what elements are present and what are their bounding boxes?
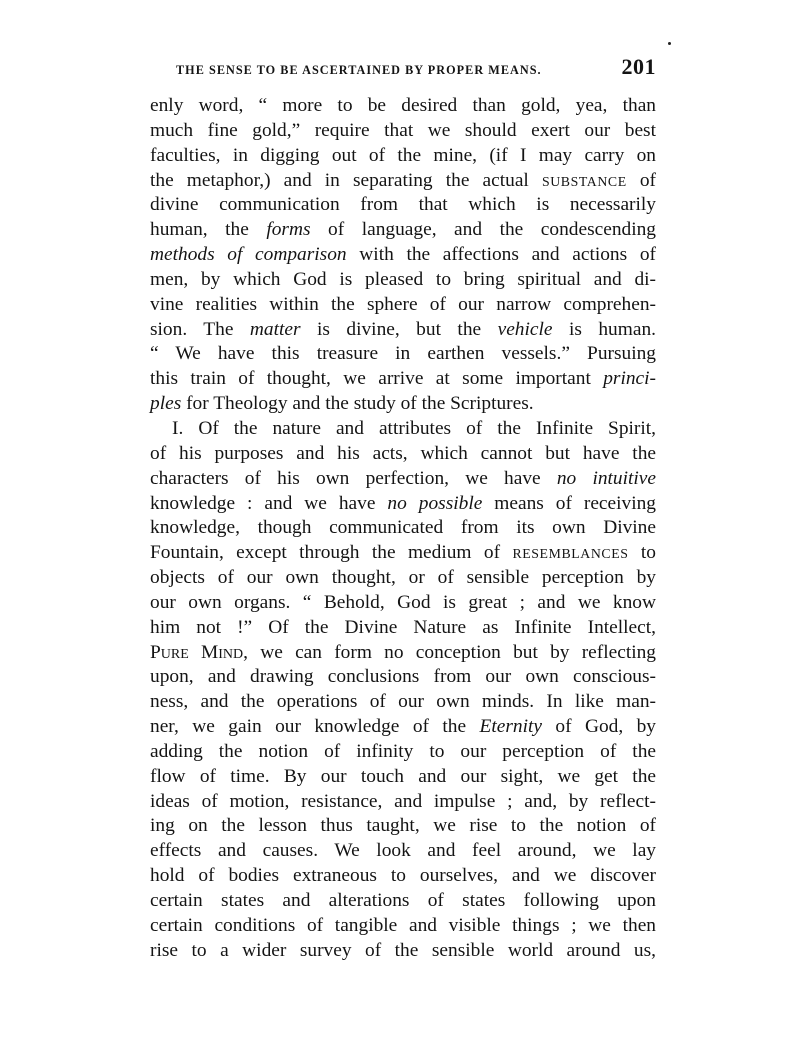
text-line: [150, 268, 656, 293]
text-run: certain states and alterations of states following upon: [150, 890, 656, 911]
text-run: upon, and drawing conclusions from our own conscious-: [150, 666, 656, 688]
small-caps-text: Pure Mind: [150, 641, 244, 663]
text-line: [150, 616, 656, 641]
text-run: for Theology and the study of the Scriptures.: [181, 393, 534, 415]
text-run: with the affections and actions of: [346, 244, 656, 266]
text-line: [150, 864, 656, 889]
text-run: of his purposes and his acts, which cannot but have the: [150, 442, 656, 464]
text-run: adding the notion of infinity to our perception of the: [150, 740, 656, 762]
text-run: ideas of motion, resistance, and impulse ; and, by reflect-: [150, 790, 656, 812]
text-line: [150, 367, 656, 392]
text-line: [150, 392, 656, 417]
text-line: [150, 193, 656, 218]
italic-text: methods of comparison: [150, 244, 347, 266]
text-line: [150, 839, 656, 864]
running-head: [176, 54, 656, 84]
text-run: faculties, in digging out of the mine, (if I may carry on: [150, 144, 656, 166]
italic-text: vehicle: [497, 318, 553, 340]
text-run: sion. The: [150, 318, 250, 340]
text-line: [150, 342, 656, 367]
text-run: certain conditions of tangible and visible things ; we then: [150, 914, 656, 936]
text-run: enly word, “ more to be desired than gold, yea, than: [150, 95, 656, 116]
text-line: [150, 243, 656, 268]
text-run: of God, by: [541, 716, 656, 738]
text-run: means of receiving: [482, 492, 656, 514]
text-line: [150, 492, 656, 517]
text-line: [150, 318, 656, 343]
text-run: rise to a wider survey of the sensible world around us,: [150, 939, 656, 961]
text-line: [150, 715, 656, 740]
text-line: [150, 790, 656, 815]
text-run: effects and causes. We look and feel around, we lay: [150, 840, 656, 862]
text-line: [150, 665, 656, 690]
text-line: [150, 467, 656, 492]
text-line: [150, 814, 656, 839]
text-run: knowledge, though communicated from its own Divine: [150, 517, 656, 539]
text-line: [150, 144, 656, 169]
text-line: [150, 740, 656, 765]
text-run: vine realities within the sphere of our narrow comprehen-: [150, 293, 656, 315]
italic-text: no intuitive: [556, 467, 656, 489]
ink-speck: [668, 42, 671, 45]
text-line: [150, 566, 656, 591]
text-run: is divine, but the: [300, 318, 498, 340]
text-run: the metaphor,) and in separating the actual: [150, 169, 542, 191]
text-run: objects of our own thought, or of sensible perception by: [150, 567, 656, 589]
text-run: flow of time. By our touch and our sight, we get the: [150, 765, 656, 787]
text-line: [150, 442, 656, 467]
text-line: [150, 516, 656, 541]
text-run: of language, and the condescending: [310, 219, 656, 241]
small-caps-text: SUBSTANCE: [541, 173, 627, 189]
text-run: to: [628, 542, 656, 564]
text-line: [150, 417, 656, 442]
page-number: 201: [621, 54, 656, 79]
text-run: this train of thought, we arrive at some important: [150, 368, 604, 390]
text-run: “ We have this treasure in earthen vessels.” Pursuing: [150, 343, 656, 365]
text-run: Fountain, except through the medium of: [150, 542, 513, 564]
text-line: [150, 939, 656, 964]
text-line: [150, 591, 656, 616]
text-line: [150, 641, 656, 666]
text-run: I. Of the nature and attributes of the Infinite Spirit,: [172, 417, 656, 439]
text-line: [150, 541, 656, 566]
text-run: ner, we gain our knowledge of the: [150, 716, 480, 738]
text-line: [150, 218, 656, 243]
text-run: him not !” Of the Divine Nature as Infinite Intellect,: [150, 616, 656, 638]
italic-text: Eternity: [479, 716, 542, 738]
small-caps-text: RESEMBLANCES: [512, 546, 629, 562]
italic-text: matter: [249, 318, 301, 340]
text-run: of: [626, 169, 656, 191]
text-run: hold of bodies extraneous to ourselves, and we discover: [150, 865, 656, 887]
italic-text: no possible: [387, 492, 483, 514]
text-line: [150, 94, 656, 119]
text-line: [150, 914, 656, 939]
text-run: is human.: [552, 318, 656, 340]
text-line: [150, 169, 656, 194]
text-run: men, by which God is pleased to bring spiritual and di-: [150, 268, 656, 290]
italic-text: ples: [150, 393, 182, 415]
text-run: divine communication from that which is necessarily: [150, 194, 656, 216]
text-line: [150, 889, 656, 914]
text-run: human, the: [150, 219, 267, 241]
text-run: much fine gold,” require that we should exert our best: [150, 119, 656, 141]
italic-text: princi-: [603, 368, 656, 390]
text-run: our own organs. “ Behold, God is great ; and we know: [150, 591, 656, 613]
text-line: [150, 765, 656, 790]
text-line: [150, 119, 656, 144]
text-line: [150, 690, 656, 715]
text-run: ing on the lesson thus taught, we rise to the notion of: [150, 815, 656, 837]
text-run: ness, and the operations of our own minds. In like man-: [150, 691, 656, 713]
italic-text: forms: [266, 219, 311, 241]
text-run: knowledge : and we have: [150, 492, 388, 514]
running-head-title: THE SENSE TO BE ASCERTAINED BY PROPER MEANS.: [176, 63, 542, 77]
text-line: [150, 293, 656, 318]
body-text: [150, 94, 656, 964]
text-run: , we can form no conception but by reflecting: [243, 641, 656, 663]
text-run: characters of his own perfection, we have: [150, 467, 557, 489]
